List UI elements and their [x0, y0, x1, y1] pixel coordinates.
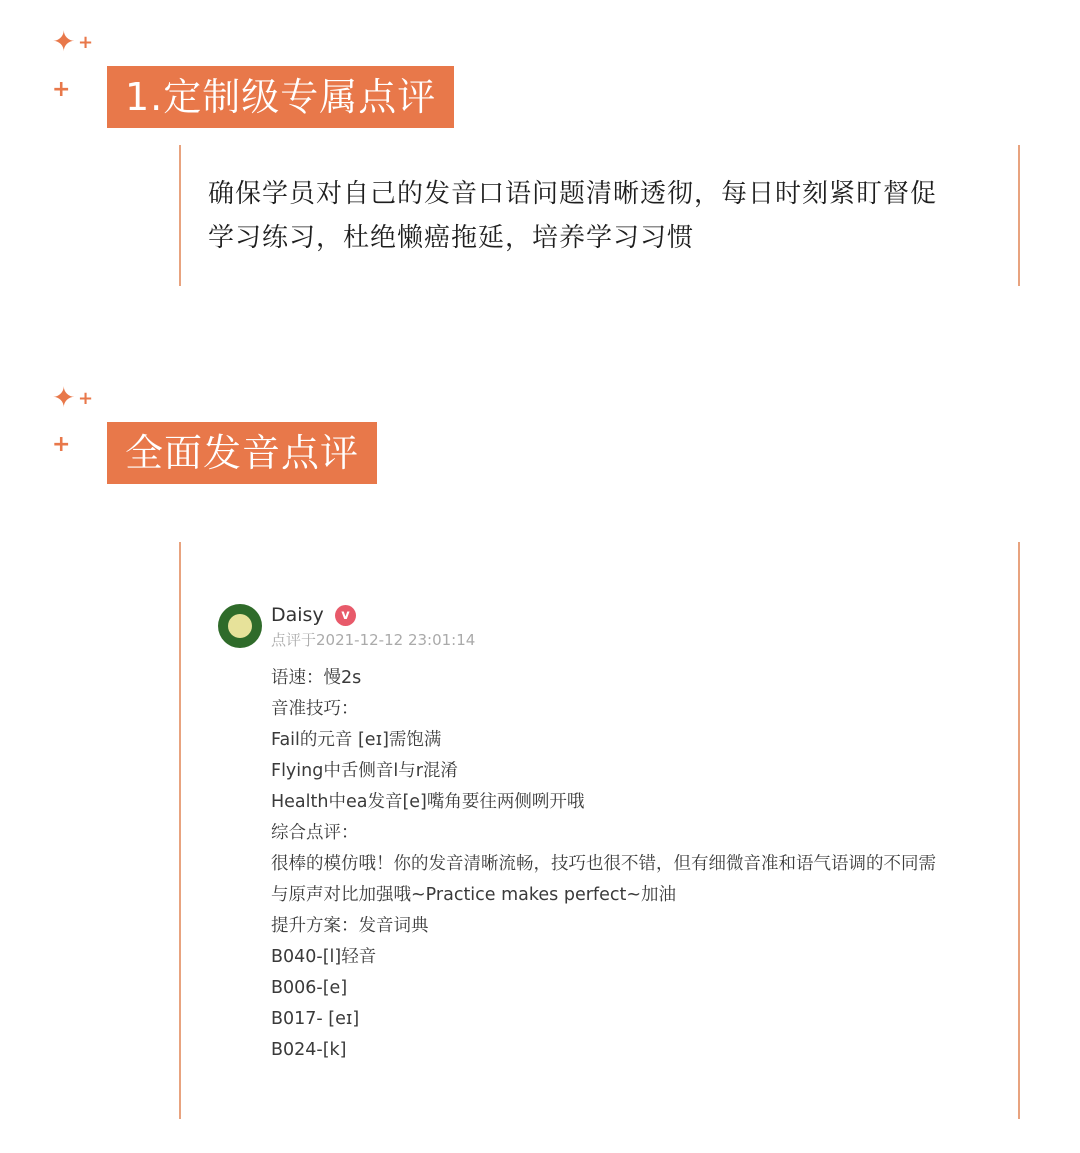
right-divider [1018, 145, 1020, 286]
section-title-banner [107, 66, 454, 128]
section-description [208, 172, 1008, 260]
review-line: 很棒的模仿哦！你的发音清晰流畅，技巧也很不错，但有细微音准和语气语调的不同需 [271, 854, 936, 874]
review-line: Fail的元音 [eɪ]需饱满 [271, 730, 442, 750]
left-divider [179, 145, 181, 286]
review-line: 综合点评： [271, 823, 359, 843]
section-title: 1.定制级专属点评 [125, 75, 437, 119]
review-line: 语速：慢2s [271, 668, 362, 688]
review-line: B040-[l]轻音 [271, 947, 377, 967]
plus-icon: + [52, 77, 71, 102]
review-line: 提升方案：发音词典 [271, 916, 429, 936]
avatar-image [228, 614, 252, 638]
review-timestamp: 点评于2021-12-12 23:01:14 [271, 631, 476, 649]
plus-icon: + [52, 432, 71, 457]
review-line: B017- [eɪ] [271, 1009, 360, 1029]
review-line: B024-[k] [271, 1040, 347, 1060]
avatar[interactable] [218, 604, 262, 648]
description-line: 学习练习，杜绝懒癌拖延，培养学习习惯 [208, 223, 695, 253]
description-line: 确保学员对自己的发音口语问题清晰透彻，每日时刻紧盯督促 [208, 179, 938, 209]
verified-badge-icon: v [335, 605, 356, 626]
right-divider [1018, 542, 1020, 1119]
section-title: 全面发音点评 [125, 431, 360, 475]
reviewer-name[interactable]: Daisy [271, 604, 324, 626]
review-line: Flying中舌侧音l与r混淆 [271, 761, 458, 781]
review-line: Health中ea发音[e]嘴角要往两侧咧开哦 [271, 792, 585, 812]
review-content [271, 663, 991, 1066]
review-line: 音准技巧： [271, 699, 359, 719]
review-line: B006-[e] [271, 978, 348, 998]
review-line: 与原声对比加强哦~Practice makes perfect~加油 [271, 885, 676, 905]
section-title-banner [107, 422, 377, 484]
left-divider [179, 542, 181, 1119]
